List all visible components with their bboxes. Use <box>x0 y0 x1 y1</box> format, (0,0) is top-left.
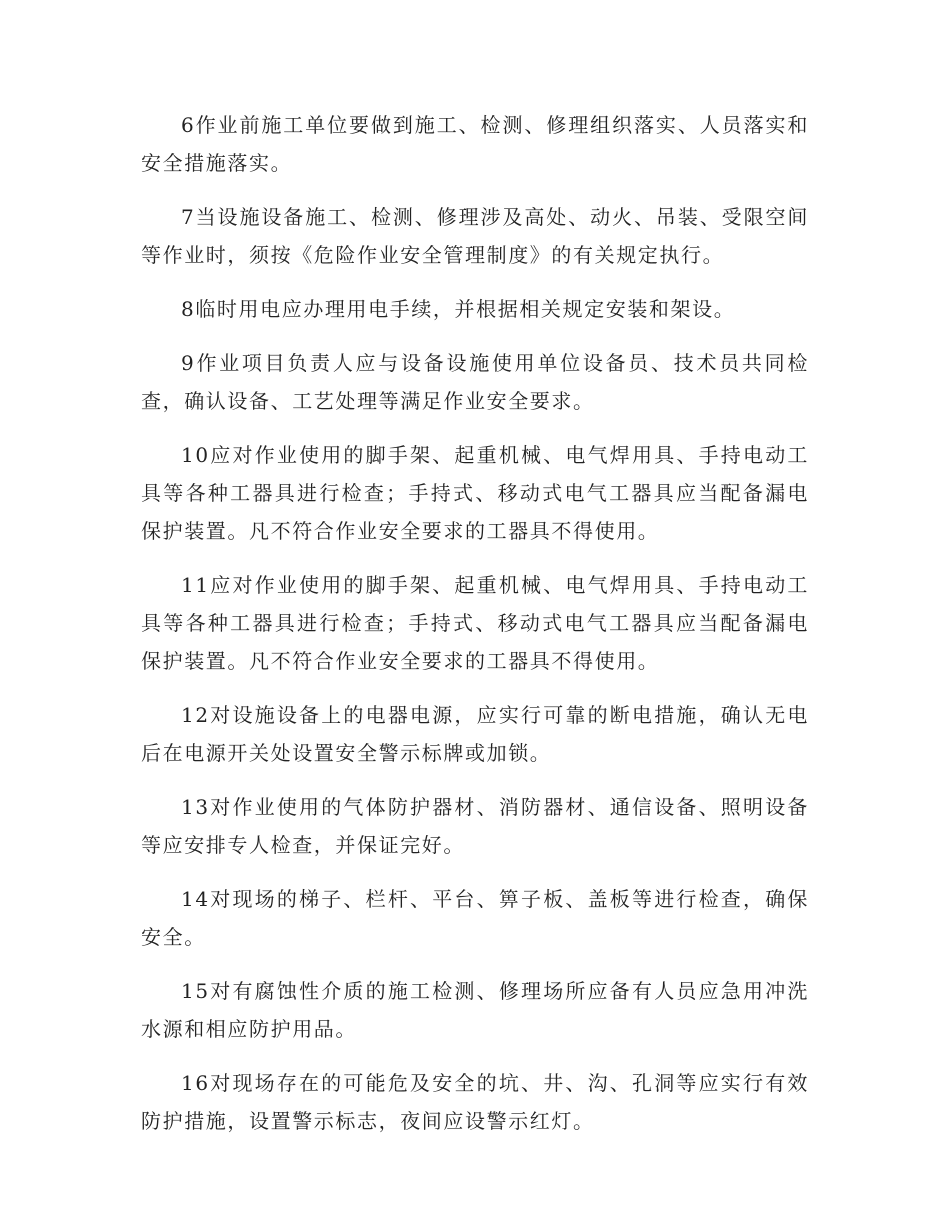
paragraph-item-6: 6作业前施工单位要做到施工、检测、修理组织落实、人员落实和安全措施落实。 <box>141 113 809 175</box>
document-body <box>141 106 809 1156</box>
paragraph-item-8: 8临时用电应办理用电手续，并根据相关规定安装和架设。 <box>181 297 736 321</box>
paragraph-item-10: 10应对作业使用的脚手架、起重机械、电气焊用具、手持电动工具等各种工器具进行检查；手持式、移动式电气工器具应当配备漏电保护装置。凡不符合作业安全要求的工器具不得使用。 <box>141 443 809 543</box>
paragraph-item-7: 7当设施设备施工、检测、修理涉及高处、动火、吊装、受限空间等作业时，须按《危险作业安全管理制度》的有关规定执行。 <box>141 205 809 267</box>
paragraph-item-12: 12对设施设备上的电器电源，应实行可靠的断电措施，确认无电后在电源开关处设置安全警示标牌或加锁。 <box>141 703 809 765</box>
paragraph-item-14: 14对现场的梯子、栏杆、平台、箅子板、盖板等进行检查，确保安全。 <box>141 887 809 949</box>
paragraph-item-9: 9作业项目负责人应与设备设施使用单位设备员、技术员共同检查，确认设备、工艺处理等满足作业安全要求。 <box>141 351 809 413</box>
paragraph-item-15: 15对有腐蚀性介质的施工检测、修理场所应备有人员应急用冲洗水源和相应防护用品。 <box>141 979 809 1041</box>
paragraph-item-11: 11应对作业使用的脚手架、起重机械、电气焊用具、手持电动工具等各种工器具进行检查；手持式、移动式电气工器具应当配备漏电保护装置。凡不符合作业安全要求的工器具不得使用。 <box>141 573 809 673</box>
paragraph-item-13: 13对作业使用的气体防护器材、消防器材、通信设备、照明设备等应安排专人检查，并保证完好。 <box>141 795 809 857</box>
paragraph-item-16: 16对现场存在的可能危及安全的坑、井、沟、孔洞等应实行有效防护措施，设置警示标志，夜间应设警示红灯。 <box>141 1071 809 1133</box>
